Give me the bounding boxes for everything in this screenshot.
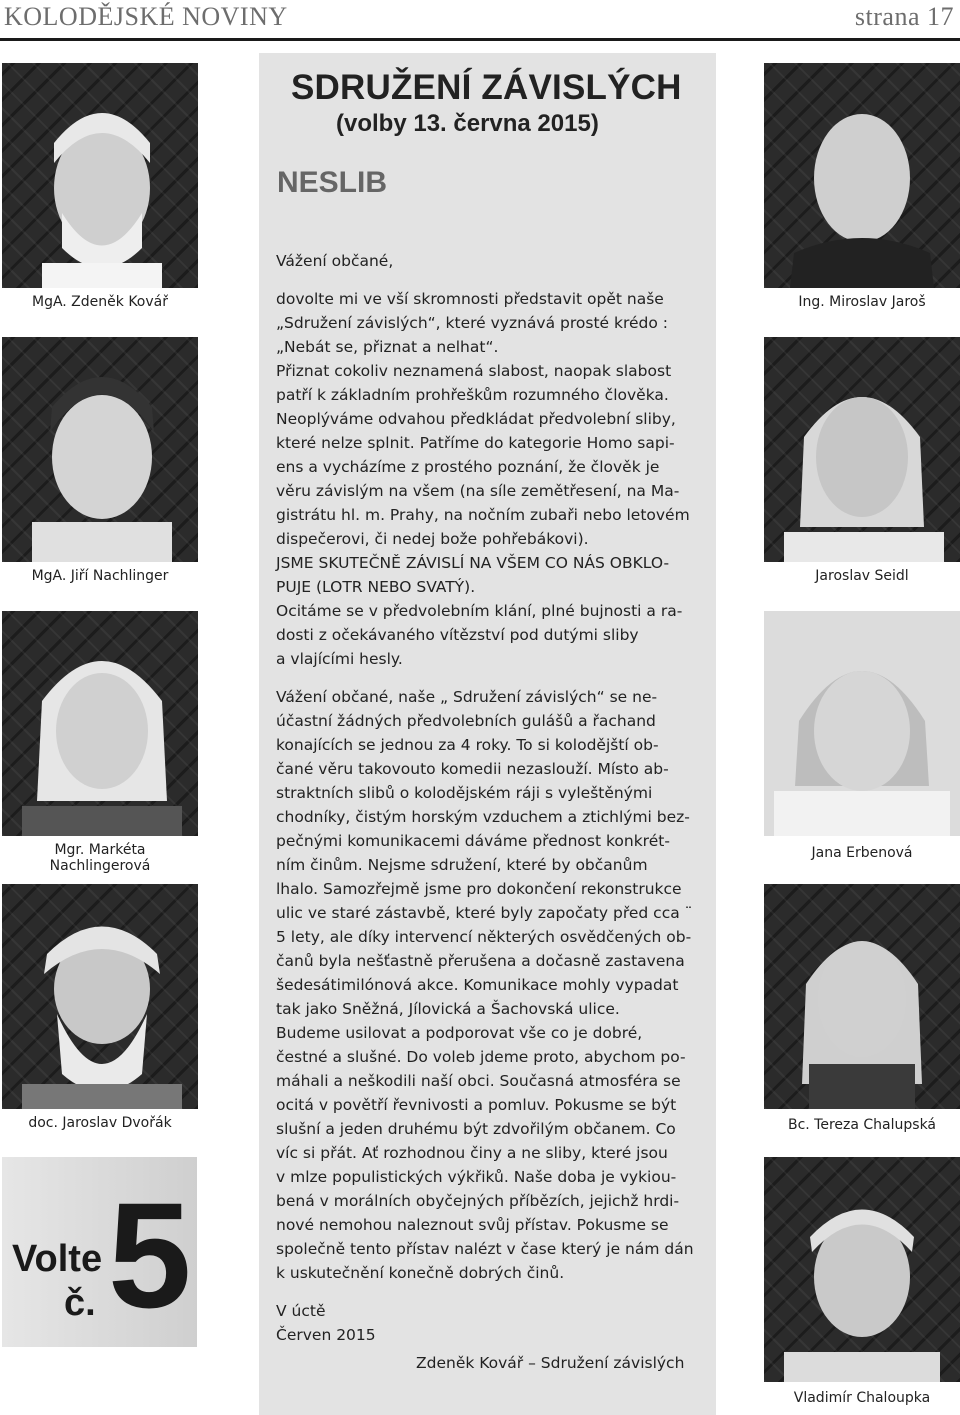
text-line: ocitá v povětří řevnivosti a pomluv. Pokusme se být xyxy=(276,1096,677,1114)
text-line: nové nemohou naleznout svůj přístav. Pokusme se xyxy=(276,1216,669,1234)
text-line: ens a vycházíme z prostého poznání, že člověk je xyxy=(276,458,660,476)
text-line: ním činům. Nejsme sdružení, které by občanům xyxy=(276,856,648,874)
portrait-photo-5 xyxy=(764,63,960,288)
text-line: účastní žádných předvolebních gulášů a řachand xyxy=(276,712,656,730)
text-line: víc si přát. Ať rozhodnou činy a ne sliby, které jsou xyxy=(276,1144,668,1162)
text-line: chodníky, čistým horským vzduchem a ztichlými bez- xyxy=(276,808,690,826)
article-subtitle: (volby 13. června 2015) xyxy=(336,110,599,137)
vote-word: Volte xyxy=(12,1238,103,1280)
newspaper-name: KOLODĚJSKÉ NOVINY xyxy=(4,2,288,31)
text-line: čestné a slušné. Do voleb jdeme proto, abychom po- xyxy=(276,1048,686,1066)
text-line: dispečerovi, či nedej bože pohřebákovi). xyxy=(276,530,589,548)
text-line: které nelze splnit. Patříme do kategorie Homo sapi- xyxy=(276,434,675,452)
text-line: PUJE (LOTR NEBO SVATÝ). xyxy=(276,578,476,596)
portrait-photo-7 xyxy=(764,611,960,836)
candidate-name: Mgr. Markéta Nachlingerová xyxy=(49,842,151,874)
text-line: dovolte mi ve vší skromnosti představit opět naše xyxy=(276,290,664,308)
portrait-photo-3 xyxy=(2,611,198,836)
article-title: SDRUŽENÍ ZÁVISLÝCH xyxy=(291,68,682,107)
text-line: gistrátu hl. m. Prahy, na nočním zubaři nebo letovém xyxy=(276,506,690,524)
text-line: lhalo. Samozřejmě jsme pro dokončení rekonstrukce xyxy=(276,880,682,898)
portrait-photo-2 xyxy=(2,337,198,562)
candidate-name: MgA. Jiří Nachlinger xyxy=(31,568,169,584)
candidate-name: Ing. Miroslav Jaroš xyxy=(798,294,926,310)
text-line: konajících se jednou za 4 roky. To si kolodějští ob- xyxy=(276,736,659,754)
text-line: patří k základním prohřeškům rozumného člověka. xyxy=(276,386,669,404)
closing xyxy=(276,1299,696,1347)
candidate-name: Bc. Tereza Chalupská xyxy=(787,1117,937,1133)
vote-number: 5 xyxy=(108,1171,192,1339)
text-line: máhali a neškodili naší obci. Současná atmosféra se xyxy=(276,1072,681,1090)
text-line: 5 lety, ale díky intervencí některých osvědčených ob- xyxy=(276,928,692,946)
text-line: „Nebát se, přiznat a nelhat“. xyxy=(276,338,499,356)
text-line: bená v morálních obyčejných příbězích, jejichž hrdi- xyxy=(276,1192,680,1210)
article-kicker: NESLIB xyxy=(277,166,388,199)
text-line: v mlze populistických výkřiků. Naše doba je vykiou- xyxy=(276,1168,677,1186)
candidate-name: Vladimír Chaloupka xyxy=(793,1390,931,1406)
paragraph-2 xyxy=(276,685,696,1285)
text-line: Ocitáme se v předvolebním klání, plné bujnosti a ra- xyxy=(276,602,683,620)
text-line: ulic ve staré zástavbě, které byly započaty před cca ¨ xyxy=(276,904,693,922)
signature: Zdeněk Kovář – Sdružení závislých xyxy=(416,1354,685,1372)
candidate-name: doc. Jaroslav Dvořák xyxy=(28,1115,172,1131)
text-line: dosti z očekávaného vítězství pod dutými sliby xyxy=(276,626,639,644)
candidate-name: MgA. Zdeněk Kovář xyxy=(31,294,168,310)
text-line: Neoplýváme odvahou předkládat předvolební sliby, xyxy=(276,410,676,428)
portrait-photo-4 xyxy=(2,884,198,1109)
text-line: k uskutečnění konečně dobrých činů. xyxy=(276,1264,565,1282)
candidate-name: Jaroslav Seidl xyxy=(815,568,909,584)
text-line: čané věru takovouto komedii nezaslouží. Místo ab- xyxy=(276,760,669,778)
page-number: strana 17 xyxy=(854,2,954,31)
text-line: straktních slibů o kolodějském ráji s vyleštěnými xyxy=(276,784,653,802)
closing-line: V úctě xyxy=(276,1302,326,1320)
text-line: věru závislým na všem (na síle zemětřesení, na Ma- xyxy=(276,482,680,500)
text-line: a vlajícími hesly. xyxy=(276,650,403,668)
text-line: Budeme usilovat a podporovat vše co je dobré, xyxy=(276,1024,643,1042)
text-line: čanů byla nešťastně přerušena a dočasně zastavena xyxy=(276,952,685,970)
portrait-photo-8 xyxy=(764,884,960,1109)
portrait-photo-9 xyxy=(764,1157,960,1382)
text-line: Vážení občané, naše „ Sdružení závislých“ se ne- xyxy=(276,688,658,706)
closing-line: Červen 2015 xyxy=(276,1326,376,1344)
text-line: JSME SKUTEČNĚ ZÁVISLÍ NA VŠEM CO NÁS OBKLO- xyxy=(276,554,670,572)
text-line: tak jako Sněžná, Jílovická a Šachovská ulice. xyxy=(276,1000,620,1018)
greeting: Vážení občané, xyxy=(276,252,394,270)
text-line: Přiznat cokoliv neznamená slabost, naopak slabost xyxy=(276,362,672,380)
text-line: pečnými komunikacemi dáváme přednost konkrét- xyxy=(276,832,670,850)
candidate-name: Jana Erbenová xyxy=(811,845,913,861)
header-rule xyxy=(0,38,960,41)
paragraph-1 xyxy=(276,287,696,671)
portrait-photo-6 xyxy=(764,337,960,562)
text-line: „Sdružení závislých“, které vyznává prosté krédo : xyxy=(276,314,669,332)
text-line: šedesátimilónová akce. Komunikace mohly vypadat xyxy=(276,976,679,994)
text-line: společně tento přístav nalézt v čase který je nám dán xyxy=(276,1240,694,1258)
portrait-photo-1 xyxy=(2,63,198,288)
text-line: slušní a jeden druhému být zdvořilým občanem. Co xyxy=(276,1120,676,1138)
article-body xyxy=(276,249,696,1361)
vote-abbr: č. xyxy=(64,1282,96,1324)
